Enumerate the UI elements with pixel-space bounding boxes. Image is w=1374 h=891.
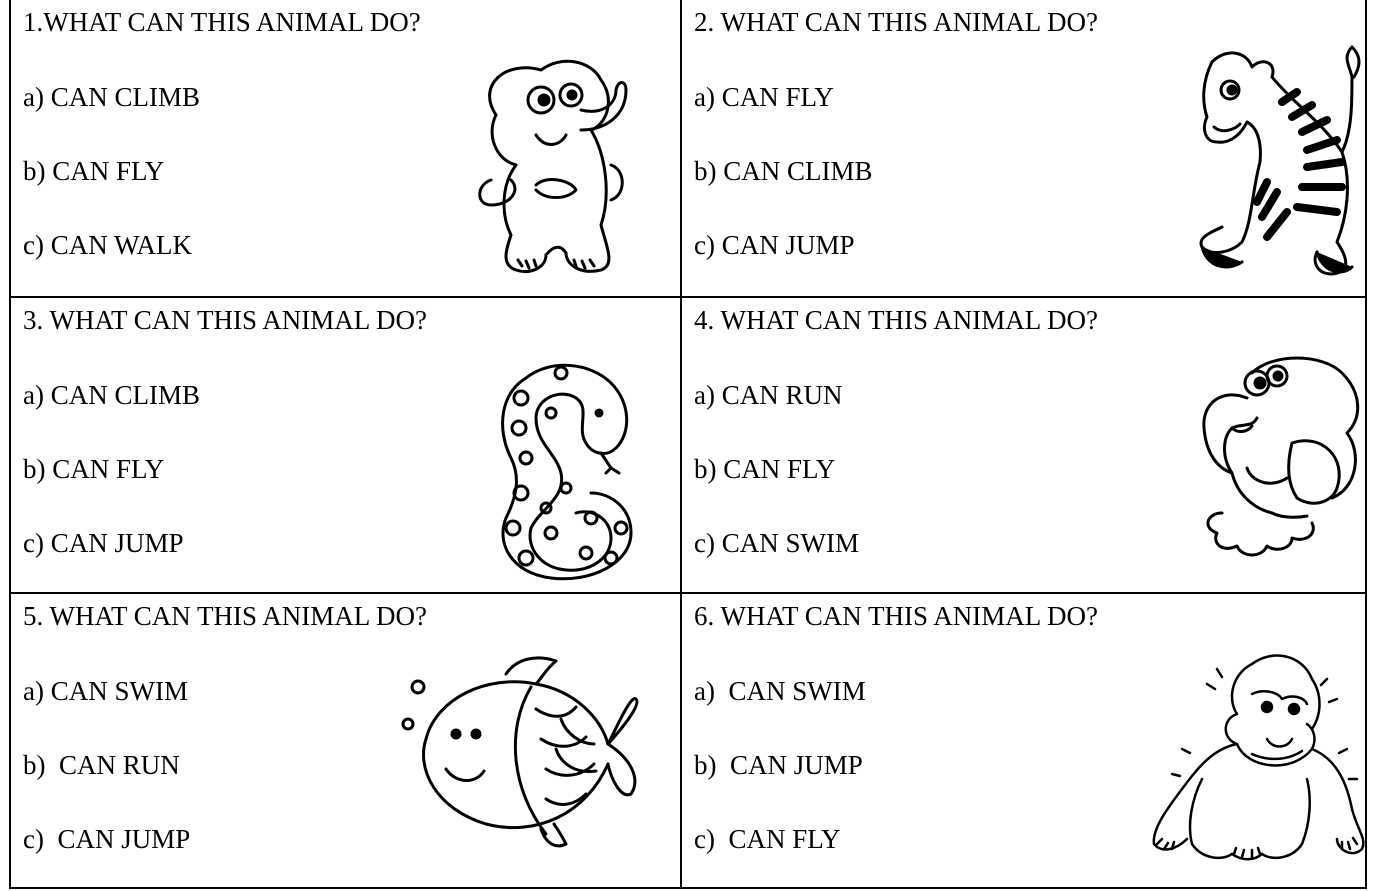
elephant-icon: [466, 55, 636, 280]
option-b[interactable]: b) CAN CLIMB: [694, 156, 873, 186]
question-title: 1.WHAT CAN THIS ANIMAL DO?: [23, 7, 421, 37]
option-a[interactable]: a) CAN RUN: [694, 380, 843, 410]
option-b[interactable]: b) CAN FLY: [23, 156, 165, 186]
zebra-icon: [1192, 42, 1367, 282]
snake-icon: [481, 358, 641, 583]
gorilla-icon: [1142, 649, 1372, 869]
option-a[interactable]: a) CAN SWIM: [23, 676, 188, 706]
question-title: 4. WHAT CAN THIS ANIMAL DO?: [694, 305, 1098, 335]
option-c[interactable]: c) CAN JUMP: [23, 824, 191, 854]
option-c[interactable]: c) CAN FLY: [694, 824, 841, 854]
parrot-icon: [1192, 348, 1367, 558]
option-b[interactable]: b) CAN FLY: [694, 454, 836, 484]
question-cell-5: [11, 594, 671, 888]
question-cell-6: [682, 594, 1342, 888]
question-title: 3. WHAT CAN THIS ANIMAL DO?: [23, 305, 427, 335]
option-c[interactable]: c) CAN JUMP: [23, 528, 184, 558]
option-a[interactable]: a) CAN SWIM: [694, 676, 866, 706]
question-cell-1: [11, 0, 671, 294]
question-cell-4: [682, 298, 1342, 592]
question-cell-3: [11, 298, 671, 592]
option-b[interactable]: b) CAN JUMP: [694, 750, 863, 780]
option-b[interactable]: b) CAN RUN: [23, 750, 180, 780]
question-cell-2: [682, 0, 1342, 294]
option-c[interactable]: c) CAN JUMP: [694, 230, 855, 260]
option-b[interactable]: b) CAN FLY: [23, 454, 165, 484]
fish-icon: [396, 649, 646, 859]
question-title: 2. WHAT CAN THIS ANIMAL DO?: [694, 7, 1098, 37]
option-a[interactable]: a) CAN FLY: [694, 82, 834, 112]
question-title: 6. WHAT CAN THIS ANIMAL DO?: [694, 601, 1098, 631]
question-title: 5. WHAT CAN THIS ANIMAL DO?: [23, 601, 427, 631]
quiz-table: [9, 0, 1367, 889]
option-c[interactable]: c) CAN WALK: [23, 230, 192, 260]
option-a[interactable]: a) CAN CLIMB: [23, 380, 200, 410]
option-a[interactable]: a) CAN CLIMB: [23, 82, 200, 112]
option-c[interactable]: c) CAN SWIM: [694, 528, 859, 558]
